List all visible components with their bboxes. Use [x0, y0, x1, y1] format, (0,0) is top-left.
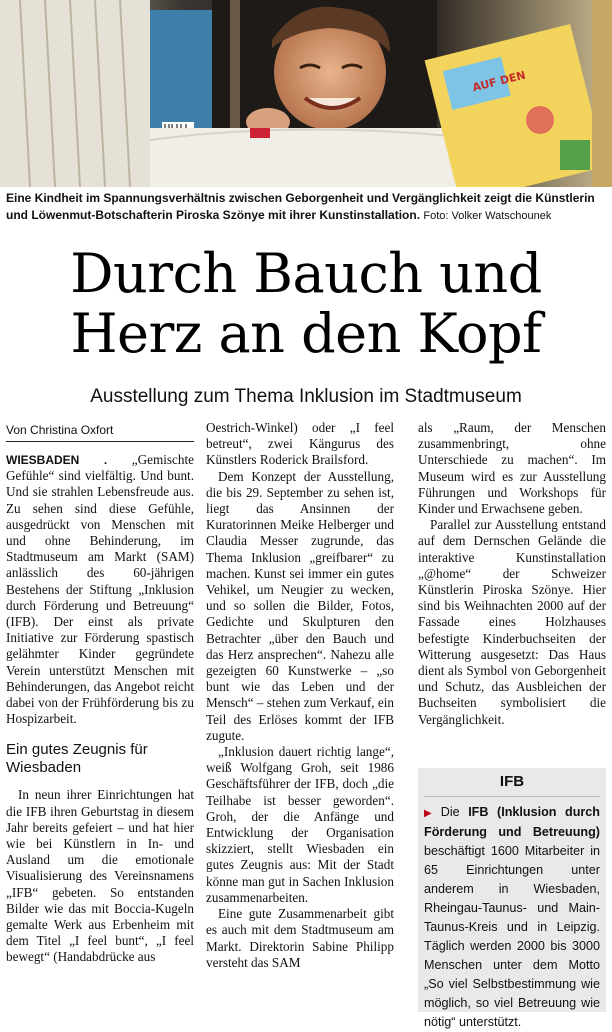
- article-headline: [0, 244, 612, 364]
- triangle-bullet-icon: ▶: [424, 808, 437, 819]
- dateline: WIESBADEN .: [6, 453, 108, 467]
- paragraph: Eine gute Zusammenarbeit gibt es auch mit dem Stadtmuseum am Markt. Direktorin Sabine Philipp versteht das SAM: [206, 906, 394, 970]
- paragraph: „Inklusion dauert richtig lange“, weiß Wolfgang Groh, seit 1986 Geschäftsführer der IFB, doch „die Teilhabe ist besser geworden“. Groh, der die Anfänge und Entwicklung der Organisation skizziert, stellt Wiesbaden ein gutes Zeugnis aus: Mit der Stadt könne man gut in Sachen Inklusion zusammenarbeiten.: [206, 744, 394, 905]
- photo-credit: Foto: Volker Watschounek: [423, 210, 552, 222]
- info-box-body: [418, 797, 606, 1032]
- headline-line-1: Durch Bauch und: [70, 242, 542, 305]
- text-column-3: [418, 420, 606, 728]
- paragraph-text: „Gemischte Gefühle“ sind vielfältig. Und bunt. Und sie strahlen Lebensfreude aus. Zu sehen sind diese Gefühle, ausgedrückt von Menschen mit und ohne Behinderung, im Stadtmuseum am Markt (SAM) anlässlich des 60-jährigen Bestehens der Stiftung „Inklusion durch Förderung und Betreuung“ (IFB). Der einst als private Initiative zur Förderung spastisch gelähmter Kinder gegründete Verein unterstützt Menschen mit Behinderungen, das Angebot reicht dabei von der Frühförderung bis zu Hospizarbeit.: [6, 452, 194, 727]
- section-subtitle: Ein gutes Zeugnis für Wiesbaden: [6, 741, 148, 777]
- child-behind-books-photo-icon: [0, 0, 612, 187]
- text-column-2: [206, 420, 394, 971]
- paragraph: [6, 452, 194, 727]
- paragraph: Dem Konzept der Ausstellung, die bis 29. September zu sehen ist, liegt das Ansinnen der Kuratorinnen Meike Helberger und Claudia Messer zugrunde, das Thema Inklusion „greifbarer“ zu machen. Kunst sei immer ein gutes Vehikel, um Neugier zu wecken, und so sollen die Bilder, Fotos, Gedichte und Skulpturen den Betrachter „über den Bauch und das Herz ansprechen“. Nahezu alle gezeigten 60 Kunstwerke – „so bunt wie das Leben und der Mensch“ – stehen zum Verkauf, ein Teil des Erlöses kommt der IFB zugute.: [206, 468, 394, 743]
- info-box-bold: IFB (Inklusion durch Förderung und Betreuung): [424, 805, 600, 839]
- info-box-title: IFB: [424, 768, 600, 797]
- article-subheadline: Ausstellung zum Thema Inklusion im Stadtmuseum: [90, 386, 522, 407]
- headline-line-2: Herz an den Kopf: [70, 302, 542, 365]
- paragraph: Parallel zur Ausstellung entstand auf dem Dernschen Gelände die interaktive Kunstinstallation „@home“ der Schweizer Künstlerin Piroska Szönye. Hier sind bis Weihnachten 2000 auf der Fassade eines Holzhauses befestigte Kinderbuchseiten der Witterung ausgesetzt: Das Haus dient als Symbol von Geborgenheit und Schutz, das Ausbleichen der Buchseiten symbolisiert die Vergänglichkeit.: [418, 517, 606, 727]
- info-box-text: beschäftigt 1600 Mitarbeiter in 65 Einrichtungen unter anderem in Wiesbaden, Rheingau-Taunus- und Main-Taunus-Kreis und in Leipzig. Täglich werden 2000 bis 3000 Menschen unter dem Motto „So viel Selbstbestimmung wie möglich, so viel Betreuung wie nötig“ unterstützt.: [424, 844, 600, 1029]
- caption-text: Eine Kindheit im Spannungsverhältnis zwischen Geborgenheit und Vergänglichkeit zeigt die Künstlerin und Löwenmut-Botschafterin Piroska Szönye mit ihrer Kunstinstallation.: [6, 191, 595, 222]
- book-cover-text: AUF DEN: [471, 68, 527, 95]
- ifb-info-box: [418, 768, 606, 1029]
- photo-caption: [6, 190, 606, 225]
- info-box-lead: Die: [440, 805, 460, 819]
- byline: Von Christina Oxfort: [6, 422, 194, 442]
- paragraph: als „Raum, der Menschen zusammenbringt, ohne Unterschiede zu machen“. Im Museum wird es zur Ausstellung Führungen und Workshops für Kinder und Erwachsene geben.: [418, 420, 606, 517]
- article-photo: [0, 0, 612, 187]
- paragraph: Oestrich-Winkel) oder „I feel betreut“, zwei Kängurus des Künstlers Roderick Brailsford.: [206, 420, 394, 468]
- paragraph: In neun ihrer Einrichtungen hat die IFB ihren Geburtstag in diesem Jahr bereits gefeiert – und hat hier wie bei Künstlern in In- und Ausland um die emotionale Visualisierung des Vereinsnamens „IFB“ gebeten. So entstanden Bilder wie das mit Boccia-Kugeln gemalte Werk aus Erbenheim mit dem Titel „I feel bunt“, „I feel bewegt“ (Handabdrücke aus: [6, 787, 194, 965]
- text-column-1: [6, 452, 194, 966]
